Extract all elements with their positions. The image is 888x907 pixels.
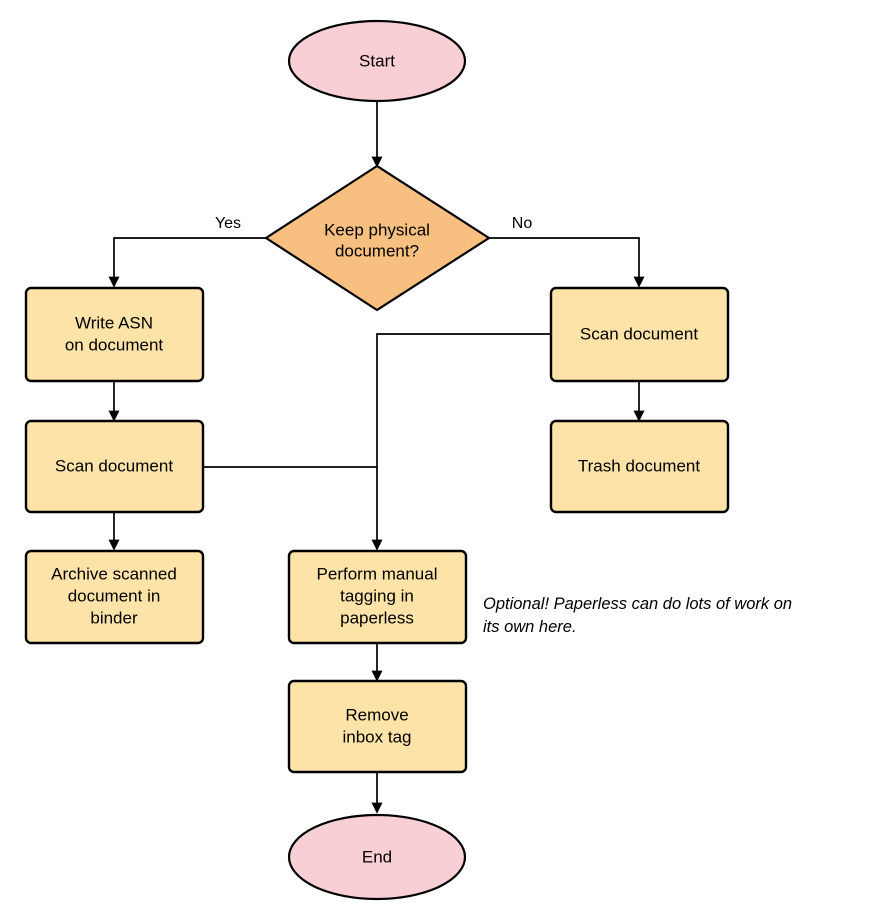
node-scan-document-right-label: Scan document: [579, 324, 699, 344]
node-remove-inbox-label-line1: Remove: [345, 705, 409, 725]
node-tagging-label-line1: Perform manual: [316, 564, 438, 584]
edge-label-no: No: [511, 215, 533, 232]
node-trash-document-label: Trash document: [577, 456, 701, 476]
node-write-asn-label-line1: Write ASN: [74, 313, 154, 333]
node-remove-inbox-label-line2: inbox tag: [342, 727, 412, 747]
edge-decision-no: [489, 238, 639, 286]
edge-scanright-to-tagging: [377, 334, 551, 549]
edge-label-yes: Yes: [214, 215, 242, 232]
note-line1: Optional! Paperless can do lots of work on: [483, 595, 793, 613]
node-scan-document-left-label: Scan document: [54, 456, 174, 476]
node-archive-label-line3: binder: [90, 608, 138, 628]
edge-decision-yes: [114, 238, 266, 286]
node-end-label: End: [361, 847, 393, 867]
node-decision-label-line2: document?: [334, 241, 420, 261]
node-decision-label-line1: Keep physical: [324, 220, 430, 240]
node-tagging-label-line2: tagging in: [340, 586, 414, 606]
node-write-asn-label-line2: on document: [64, 335, 164, 355]
node-start-label: Start: [359, 51, 395, 71]
node-archive-label-line1: Archive scanned: [51, 564, 177, 584]
node-archive-label-line2: document in: [67, 586, 161, 606]
node-tagging-label-line3: paperless: [340, 608, 414, 628]
note-line2: its own here.: [483, 618, 577, 636]
